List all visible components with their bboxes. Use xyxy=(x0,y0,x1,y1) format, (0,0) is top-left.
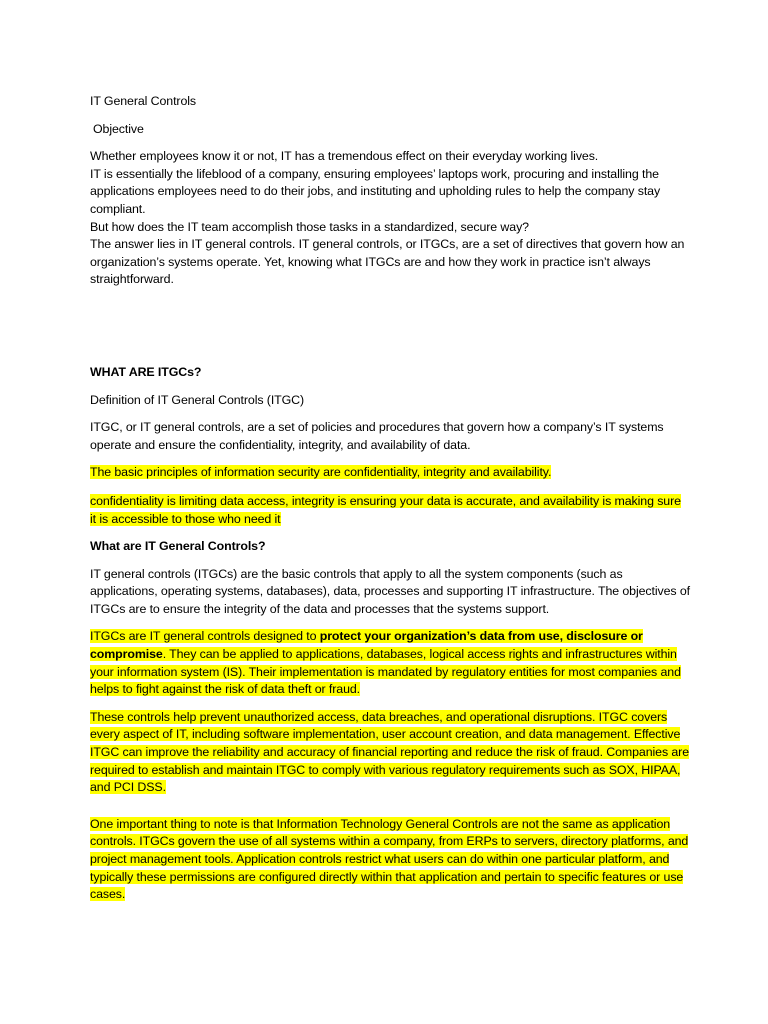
definition-paragraph: ITGC, or IT general controls, are a set of policies and procedures that govern how a company’s IT systems operate and ensure the confidentiality, integrity, and availability of data. xyxy=(90,420,664,452)
important-highlight: One important thing to note is that Information Technology General Controls are not the same as application controls. ITGCs govern the use of all systems within a company, from ERPs to servers, directory platforms, and project management tools. Application controls restrict what users can do within one particular platform, and typically these permissions are configured directly within that application and pertain to specific features or use cases. xyxy=(90,816,689,902)
designed-lead: ITGCs are IT general controls designed to xyxy=(90,629,320,644)
cia-highlight: confidentiality is limiting data access, integrity is ensuring your data is accurate, and availability is making sure it is accessible to those who need it xyxy=(90,493,681,526)
definition-heading: Definition of IT General Controls (ITGC) xyxy=(90,392,305,407)
intro-line: IT is essentially the lifeblood of a company, ensuring employees’ laptops work, procuring and installing the applications employees need to do their jobs, and instituting and upholding rules to help the company stay compliant. xyxy=(90,166,661,216)
intro-line: But how does the IT team accomplish those tasks in a standardized, secure way? xyxy=(90,219,529,234)
document-title: IT General Controls xyxy=(90,94,196,108)
designed-paragraph xyxy=(90,628,690,698)
designed-bold: protect your organization’s data from use, disclosure or compromise xyxy=(90,629,643,662)
subheading-what-are: What are IT General Controls? xyxy=(90,539,266,554)
section-heading: WHAT ARE ITGCs? xyxy=(90,364,202,379)
designed-rest: . They can be applied to applications, databases, logical access rights and infrastructures within your information system (IS). Their implementation is mandated by regulatory entities for most companies and helps to fight against the risk of data theft or fraud. xyxy=(90,647,681,697)
principles-highlight: The basic principles of information security are confidentiality, integrity and availability. xyxy=(90,465,552,480)
intro-line: The answer lies in IT general controls. IT general controls, or ITGCs, are a set of directives that govern how an organization’s systems operate. Yet, knowing what ITGCs are and how they work in practice isn’t always straightforward. xyxy=(90,237,685,287)
objective-heading: Objective xyxy=(93,121,144,136)
document-body xyxy=(90,93,690,904)
prevent-highlight: These controls help prevent unauthorized access, data breaches, and operational disruptions. ITGC covers every aspect of IT, including software implementation, user account creation, and data management. Effective ITGC can improve the reliability and accuracy of financial reporting and reduce the risk of fraud. Companies are required to establish and maintain ITGC to comply with various regulatory requirements such as SOX, HIPAA, and PCI DSS. xyxy=(90,709,689,795)
basic-controls-paragraph: IT general controls (ITGCs) are the basic controls that apply to all the system components (such as applications, operating systems, databases), data, processes and supporting IT infrastructure. The objectives of ITGCs are to ensure the integrity of the data and processes that the systems support. xyxy=(90,566,690,616)
intro-line: Whether employees know it or not, IT has a tremendous effect on their everyday working lives. xyxy=(90,149,599,164)
intro-block xyxy=(90,148,690,289)
